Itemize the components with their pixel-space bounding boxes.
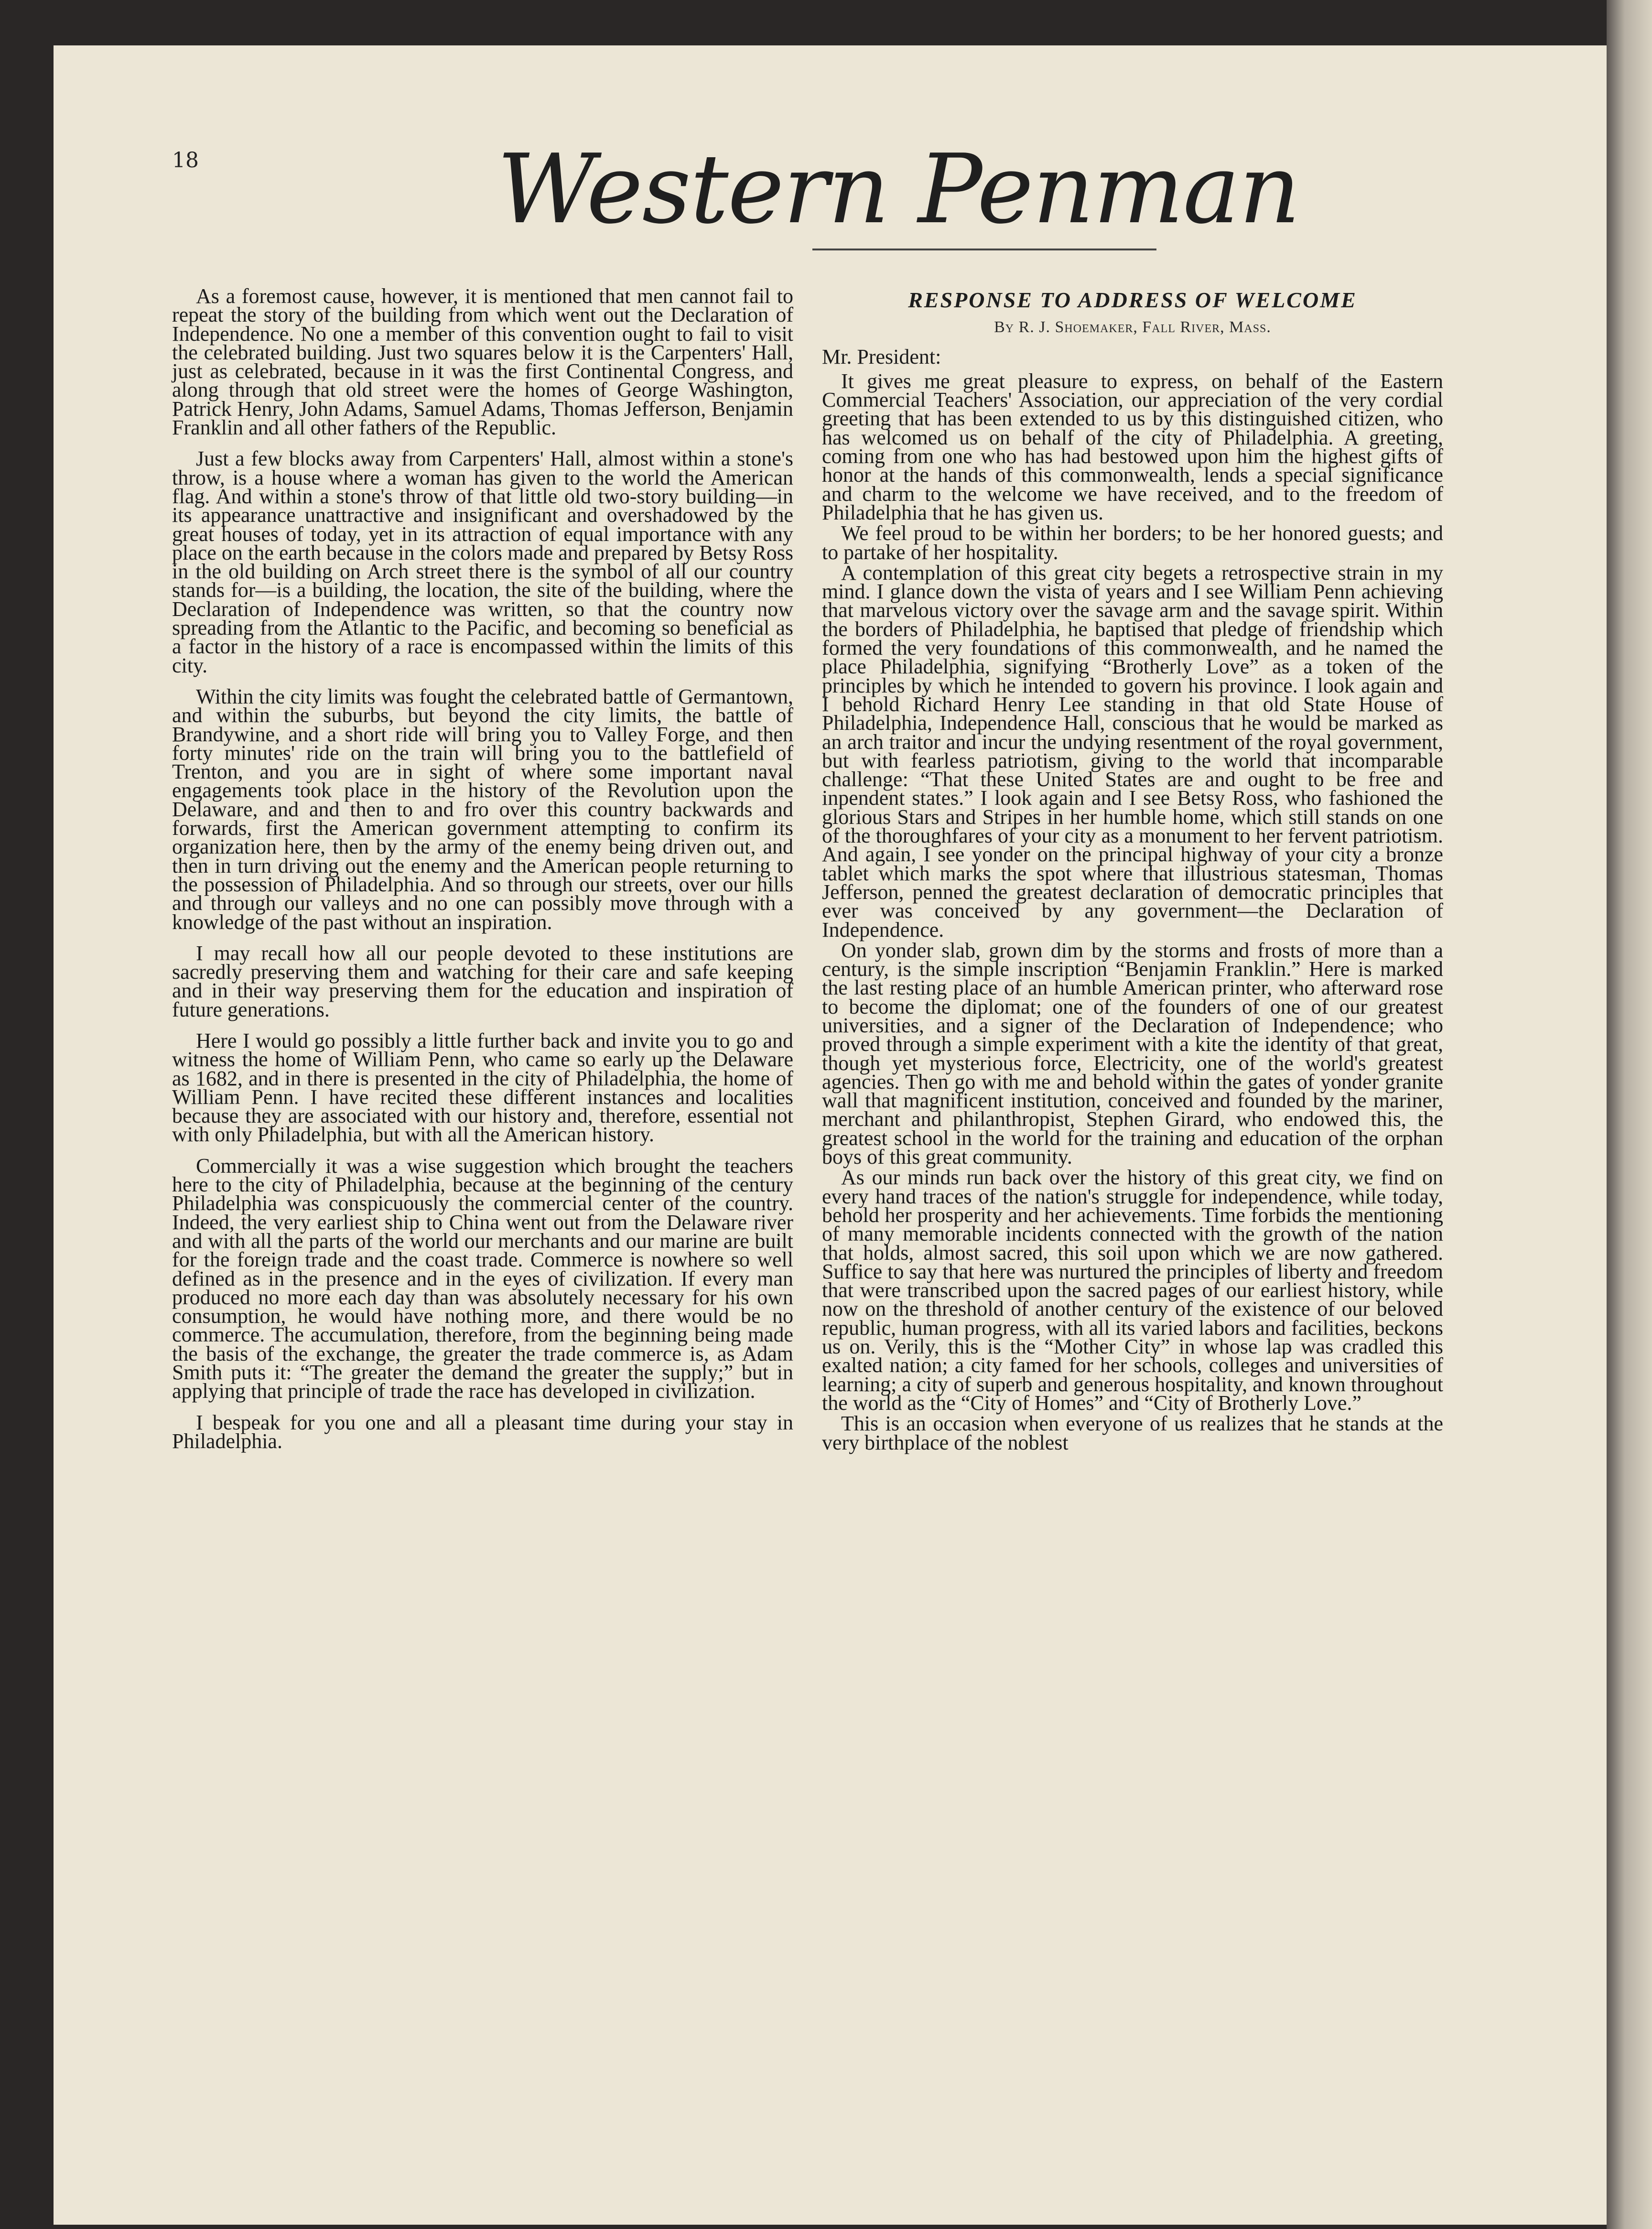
masthead-logo: Western Penman: [497, 134, 1300, 245]
left-paragraph: I bespeak for you one and all a pleasant time during your stay in Philadelphia.: [172, 1410, 793, 1453]
left-paragraph: Commercially it was a wise suggestion which brought the teachers here to the city of Philadelphia, because at the beginning of the century Philadelphia was conspicuously the commercial center of the country. Indeed, the very earliest ship to China went out from the Delaware river and with all the parts of the world our merchants and our marine are built for the foreign trade and the coast trade. Commerce is nowhere so well defined as in the presence and in the eyes of civilization. If every man produced no more each day than was absolutely necessary for his own consumption, he would have nothing more, and there would be no commerce. The accumulation, therefore, from the beginning being made the basis of the exchange, the greater the trade commerce is, as Adam Smith puts it: “The greater the demand the greater the supply;” but in applying that principle of trade the race has developed in civilization.: [172, 1154, 793, 1403]
article-title: RESPONSE TO ADDRESS OF WELCOME: [908, 288, 1357, 312]
article-byline: By R. J. Shoemaker, Fall River, Mass.: [994, 318, 1271, 336]
left-column: [172, 284, 793, 1463]
right-paragraph: We feel proud to be within her borders; to be her honored guests; and to partake of her hospitality.: [822, 521, 1443, 564]
page-binding-edge: [1607, 0, 1652, 2229]
left-paragraph: Within the city limits was fought the celebrated battle of Germantown, and within the suburbs, but beyond the city limits, the battle of Brandywine, and a short ride will bring you to Valley Forge, and then forty minutes' ride on the train will bring you to the battlefield of Trenton, and you are in sight of where some important naval engagements took place in the history of the Revolution upon the Delaware, and and then to and fro over this country backwards and forwards, first the American government attempting to confirm its organization here, then by the army of the enemy being driven out, and then in turn driving out the enemy and the American people returning to the possession of Philadelphia. And so through our streets, over our hills and through our valleys and no one can possibly move through with a knowledge of the past without an inspiration.: [172, 684, 793, 934]
right-paragraph: This is an occasion when everyone of us realizes that he stands at the very birthplace of the noblest: [822, 1412, 1443, 1454]
masthead-flourish: [812, 249, 1156, 250]
right-paragraph: It gives me great pleasure to express, on behalf of the Eastern Commercial Teachers' Association, our appreciation of the very cordial greeting that has been extended to us by this distinguished citizen, who has welcomed us on behalf of the city of Philadelphia. A greeting, coming from one who has had bestowed upon him the highest gifts of honor at the hands of this commonwealth, lends a special significance and charm to the welcome we have received, and to the freedom of Philadelphia that he has given us.: [822, 369, 1443, 524]
left-paragraph: As a foremost cause, however, it is mentioned that men cannot fail to repeat the story of the building from which went out the Declaration of Independence. No one a member of this convention ought to fail to visit the celebrated building. Just two squares below it is the Carpenters' Hall, just as celebrated, because in it was the first Continental Congress, and along through that old street were the homes of George Washington, Patrick Henry, John Adams, Samuel Adams, Thomas Jefferson, Benjamin Franklin and all other fathers of the Republic.: [172, 284, 793, 440]
page-number: 18: [172, 148, 199, 173]
left-paragraph: Here I would go possibly a little further back and invite you to go and witness the home of William Penn, who came so early up the Delaware as 1682, and in there is presented in the city of Philadelphia, the home of William Penn. I have recited these different instances and localities because they are associated with our history and, therefore, essential not with only Philadelphia, but with all the American history.: [172, 1028, 793, 1147]
right-paragraph: As our minds run back over the history of this great city, we find on every hand traces of the nation's struggle for independence, while today, behold her prosperity and her achievements. Time forbids the mentioning of many memorable incidents connected with the growth of the nation that holds, almost sacred, this soil upon which we are now gathered. Suffice to say that here was nurtured the principles of liberty and freedom that were transcribed upon the sacred pages of our earliest history, while now on the threshold of another century of the existence of our beloved republic, human progress, with all its varied labors and facilities, beckons us on. Verily, this is the “Mother City” in whose lap was cradled this exalted nation; a city famed for her schools, colleges and universities of learning; a city of superb and generous hospitality, and known throughout the world as the “City of Homes” and “City of Brotherly Love.”: [822, 1166, 1443, 1415]
left-paragraph: I may recall how all our people devoted to these institutions are sacredly preserving them and watching for their care and safe keeping and in their way preserving them for the education and inspiration of future generations.: [172, 941, 793, 1021]
left-paragraph: Just a few blocks away from Carpenters' Hall, almost within a stone's throw, is a house where a woman has given to the world the American flag. And within a stone's throw of that little old two-story building—in its appearance unattractive and insignificant and overshadowed by the great houses of today, yet in its attraction of equal importance with any place on the earth because in the colors made and prepared by Betsy Ross in the old building on Arch street there is the symbol of all our country stands for—is a building, the location, the site of the building, where the Declaration of Independence was written, so that the country now spreading from the Atlantic to the Pacific, and becoming so beneficial as a factor in the history of a race is encompassed within the limits of this city.: [172, 447, 793, 677]
right-column: [822, 288, 1443, 1454]
salutation: Mr. President:: [822, 345, 941, 368]
right-paragraph: On yonder slab, grown dim by the storms and frosts of more than a century, is the simple inscription “Benjamin Franklin.” Here is marked the last resting place of an humble American printer, who afterward rose to become the diplomat; one of the founders of one of our greatest universities, and a signer of the Declaration of Independence; who proved through a simple experiment with a kite the identity of that great, though yet mysterious force, Electricity, one of the world's greatest agencies. Then go with me and behold within the gates of yonder granite wall that magnificent institution, conceived and founded by the mariner, merchant and philanthropist, Stephen Girard, who endowed this, the greatest school in the world for the training and education of the orphan boys of this great community.: [822, 938, 1443, 1169]
right-paragraph: A contemplation of this great city begets a retrospective strain in my mind. I glance down the vista of years and I see William Penn achieving that marvelous victory over the savage arm and the savage spirit. Within the borders of Philadelphia, he baptised that pledge of friendship which formed the very foundations of this commonwealth, and he named the place Philadelphia, signifying “Brotherly Love” as a token of the principles by which he intended to govern his province. I look again and I behold Richard Henry Lee standing in that old State House of Philadelphia, Independence Hall, conscious that he would be marked as an arch traitor and incur the undying resentment of the royal government, but with fearless patriotism, giving to the world that incomparable challenge: “That these United States are and ought to be free and inpendent states.” I look again and I see Betsy Ross, who fashioned the glorious Stars and Stripes in her humble home, which still stands on one of the thoroughfares of your city as a monument to her fervent patriotism. And again, I see yonder on the principal highway of your city a bronze tablet which marks the spot where that illustrious statesman, Thomas Jefferson, penned the greatest declaration of democratic principles that ever was conceived by any government—the Declaration of Independence.: [822, 561, 1443, 941]
